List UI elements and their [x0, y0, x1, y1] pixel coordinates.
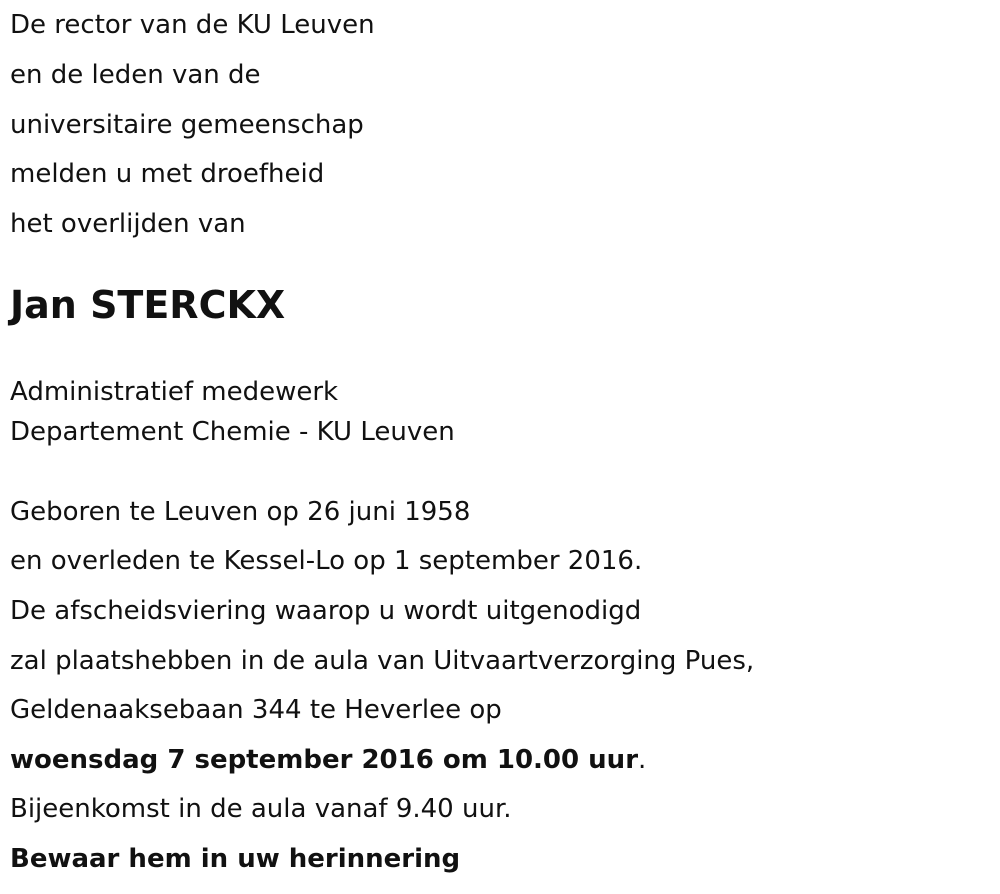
- intro-line: melden u met droefheid: [10, 159, 325, 189]
- closing-line: Bewaar hem in uw herinnering: [10, 844, 461, 874]
- datetime-line: [10, 745, 646, 775]
- farewell-line: De afscheidsviering waarop u wordt uitgenodigd: [10, 596, 642, 626]
- intro-line: universitaire gemeenschap: [10, 110, 364, 140]
- address-line: Geldenaaksebaan 344 te Heverlee op: [10, 695, 502, 725]
- intro-line: het overlijden van: [10, 209, 246, 239]
- death-line: en overleden te Kessel-Lo op 1 september 2016.: [10, 546, 643, 576]
- birth-line: Geboren te Leuven op 26 juni 1958: [10, 497, 471, 527]
- datetime-bold: woensdag 7 september 2016 om 10.00 uur: [10, 745, 639, 775]
- role-department: Departement Chemie - KU Leuven: [10, 417, 455, 447]
- role-title: Administratief medewerk: [10, 377, 339, 407]
- venue-line: zal plaatshebben in de aula van Uitvaartverzorging Pues,: [10, 646, 755, 676]
- intro-line: en de leden van de: [10, 60, 261, 90]
- intro-line: De rector van de KU Leuven: [10, 10, 375, 40]
- gathering-line: Bijeenkomst in de aula vanaf 9.40 uur.: [10, 794, 512, 824]
- deceased-name: Jan STERCKX: [10, 283, 286, 327]
- datetime-suffix: .: [638, 745, 647, 775]
